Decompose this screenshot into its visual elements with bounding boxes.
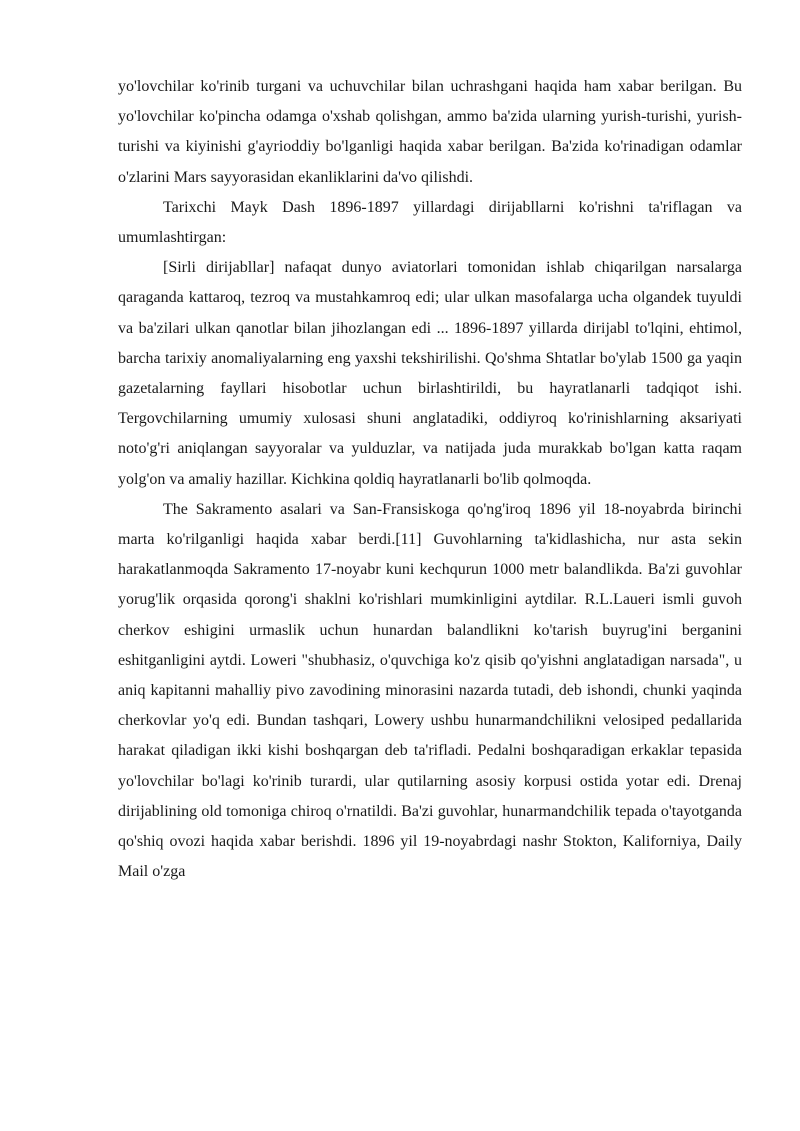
document-page: [118, 72, 742, 887]
paragraph: [Sirli dirijabllar] nafaqat dunyo aviatorlari tomonidan ishlab chiqarilgan narsalarga qaraganda kattaroq, tezroq va mustahkamroq edi; ular ulkan masofalarga ucha olgandek tuyuldi va ba'zilari ulkan qanotlar bilan jihozlangan edi ... 1896-1897 yillarda dirijabl to'lqini, ehtimol, barcha tarixiy anomaliyalarning eng yaxshi tekshirilishi. Qo'shma Shtatlar bo'ylab 1500 ga yaqin gazetalarning fayllari hisobotlar uchun birlashtirildi, bu hayratlanarli tadqiqot ishi. Tergovchilarning umumiy xulosasi shuni anglatadiki, oddiyroq ko'rinishlarning aksariyati noto'g'ri aniqlangan sayyoralar va yulduzlar, va natijada juda murakkab bo'lgan katta raqam yolg'on va amaliy hazillar. Kichkina qoldiq hayratlanarli bo'lib qolmoqda.: [118, 259, 742, 488]
paragraph: Tarixchi Mayk Dash 1896-1897 yillardagi dirijabllarni ko'rishni ta'riflagan va umumlashtirgan:: [118, 198, 742, 247]
paragraph: The Sakramento asalari va San-Fransiskoga qo'ng'iroq 1896 yil 18-noyabrda birinchi marta ko'rilganligi haqida xabar berdi.[11] Guvohlarning ta'kidlashicha, nur asta sekin harakatlanmoqda Sakramento 17-noyabr kuni kechqurun 1000 metr balandlikda. Ba'zi guvohlar yorug'lik orqasida qorong'i shaklni ko'rishlari mumkinligini aytdilar. R.L.Laueri ismli guvoh cherkov eshigini urmaslik uchun hunardan balandlikni ko'tarish buyrug'ini berganini eshitganligini aytdi. Loweri "shubhasiz, o'quvchiga ko'z qisib qo'yishni anglatadigan narsada", u aniq kapitanni mahalliy pivo zavodining minorasini nazarda tutadi, deb ishondi, chunki yaqinda cherkovlar yo'q edi. Bundan tashqari, Lowery ushbu hunarmandchilikni velosiped pedallarida harakat qiladigan ikki kishi boshqargan deb ta'rifladi. Pedalni boshqaradigan erkaklar tepasida yo'lovchilar bo'lagi ko'rinib turardi, ular qutilarning asosiy korpusi ostida yotar edi. Drenaj dirijablining old tomoniga chiroq o'rnatildi. Ba'zi guvohlar, hunarmandchilik tepada o'tayotganda qo'shiq ovozi haqida xabar berishdi. 1896 yil 19-noyabrdagi nashr Stokton, Kaliforniya, Daily Mail o'zga: [118, 500, 742, 881]
paragraph: yo'lovchilar ko'rinib turgani va uchuvchilar bilan uchrashgani haqida ham xabar berilgan. Bu yo'lovchilar ko'pincha odamga o'xshab qolishgan, ammo ba'zida ularning yurish-turishi, yurish-turishi va kiyinishi g'ayrioddiy bo'lganligi haqida xabar berilgan. Ba'zida ko'rinadigan odamlar o'zlarini Mars sayyorasidan ekanliklarini da'vo qilishdi.: [118, 78, 742, 186]
